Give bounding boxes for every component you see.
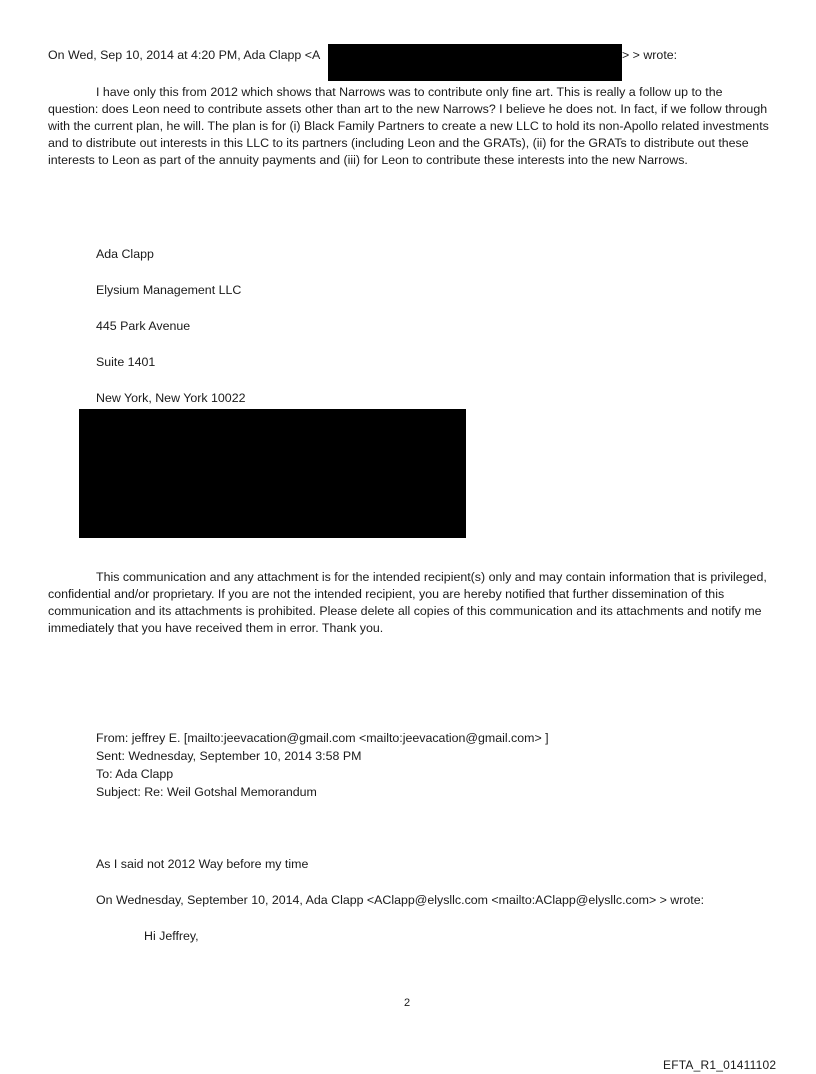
quote-header: On Wednesday, September 10, 2014, Ada Clapp <AClapp@elysllc.com <mailto:AClapp@elysllc.com> > wrote:	[96, 893, 705, 907]
signature-company: Elysium Management LLC	[96, 283, 242, 297]
signature-street: 445 Park Avenue	[96, 319, 191, 333]
redaction-email-header	[328, 44, 622, 81]
forwarded-sent: Sent: Wednesday, September 10, 2014 3:58 PM	[96, 749, 362, 763]
signature-city: New York, New York 10022	[96, 391, 246, 405]
page-number: 2	[404, 997, 411, 1009]
header-suffix: > > wrote:	[622, 48, 678, 62]
redaction-signature-contact	[79, 409, 466, 538]
body-paragraph: I have only this from 2012 which shows that Narrows was to contribute only fine art. This is really a follow up to the question: does Leon need to contribute assets other than art to the new Narrows? I believe he does not. In fact, if we follow through with the current plan, he will. The plan is for (i) Black Family Partners to create a new LLC to hold its non-Apollo related investments and to distribute out interests in this LLC to its partners (including Leon and the GRATs), (ii) for the GRATs to distribute out these interests to Leon as part of the annuity payments and (iii) for Leon to contribute these interests into the new Narrows.	[48, 85, 769, 167]
forwarded-from: From: jeffrey E. [mailto:jeevacation@gmail.com <mailto:jeevacation@gmail.com> ]	[96, 731, 549, 745]
reply-text: As I said not 2012 Way before my time	[96, 857, 309, 871]
header-cut-char: A	[311, 48, 321, 62]
footer-document-id: EFTA_R1_01411102	[663, 1058, 777, 1072]
forwarded-to: To: Ada Clapp	[96, 767, 174, 781]
disclaimer-paragraph: This communication and any attachment is for the intended recipient(s) only and may contain information that is privileged, confidential and/or proprietary. If you are not the intended recipient, you are hereby notified that further dissemination of this communication and its attachments is prohibited. Please delete all copies of this communication and its attachments and notify me immediately that you have received them in error. Thank you.	[48, 570, 767, 635]
email-header-line	[48, 47, 320, 64]
signature-name: Ada Clapp	[96, 247, 154, 261]
header-prefix: On Wed, Sep 10, 2014 at 4:20 PM, Ada Clapp <	[48, 48, 312, 62]
signature-suite: Suite 1401	[96, 355, 156, 369]
forwarded-subject: Subject: Re: Weil Gotshal Memorandum	[96, 785, 317, 799]
greeting: Hi Jeffrey,	[144, 929, 199, 943]
